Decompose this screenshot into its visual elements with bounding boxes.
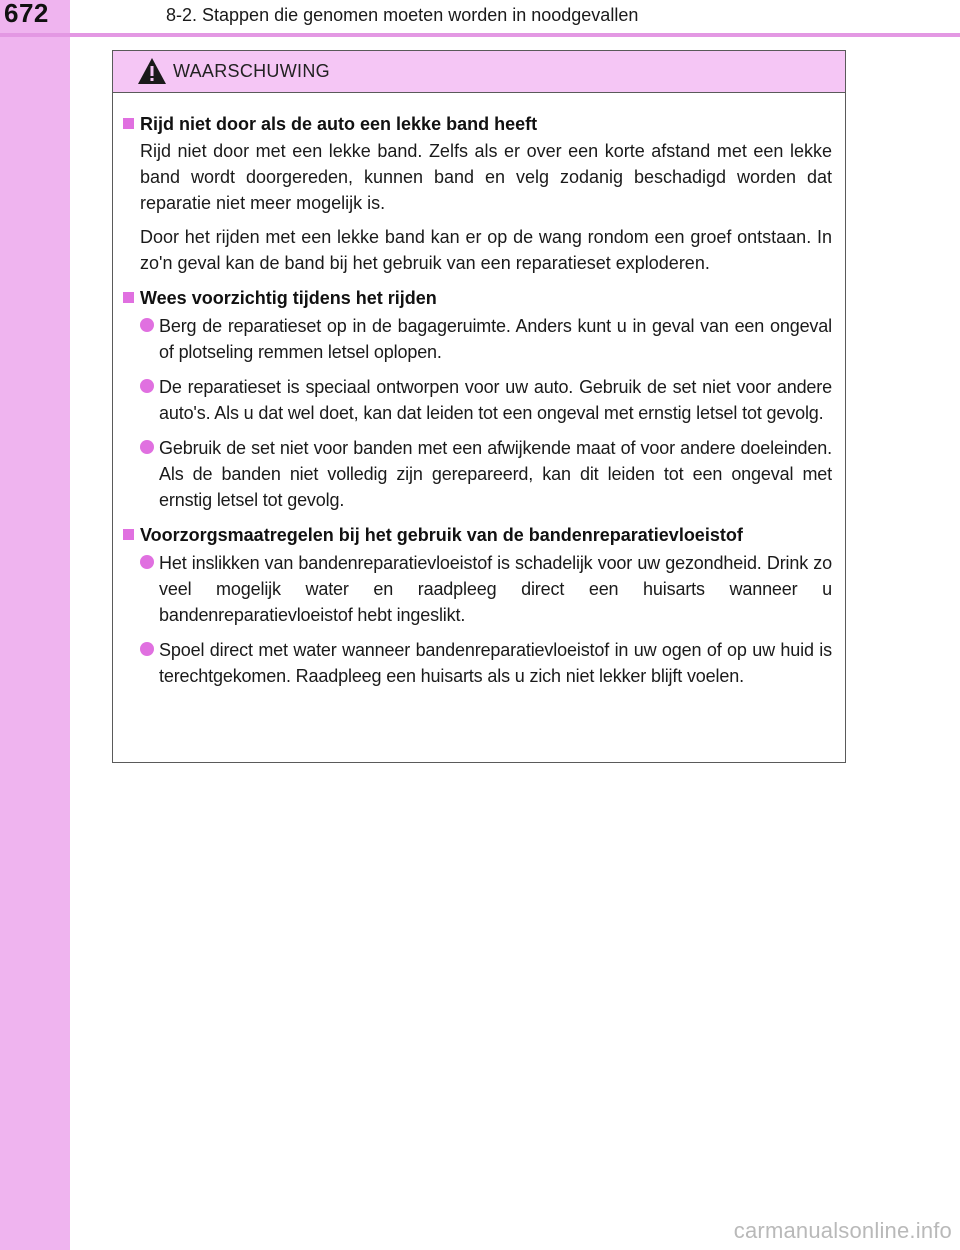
square-bullet-icon — [123, 118, 134, 129]
list-item-text: Het inslikken van bandenreparatievloeistof is schadelijk voor uw gezondheid. Drink zo veel mogelijk water en raadpleeg direct een huisarts wanneer u bandenreparatievloeistof hebt ingeslikt. — [159, 553, 832, 625]
list-item — [134, 637, 832, 689]
list-item — [134, 374, 832, 426]
section-lekke-band — [117, 111, 832, 276]
warning-header — [113, 51, 845, 93]
list-item-text: Spoel direct met water wanneer bandenreparatievloeistof in uw ogen of op uw huid is terechtgekomen. Raadpleeg een huisarts als u zich niet lekker blijft voelen. — [159, 640, 832, 686]
list-item-text: Berg de reparatieset op in de bagageruimte. Anders kunt u in geval van een ongeval of plotseling remmen letsel oplopen. — [159, 316, 832, 362]
square-bullet-icon — [123, 292, 134, 303]
paragraph: Rijd niet door met een lekke band. Zelfs als er over een korte afstand met een lekke band wordt doorgereden, kunnen band en velg zodanig beschadigd worden dat reparatie niet meer mogelijk is. — [140, 141, 832, 213]
section-voorzichtig-rijden — [117, 285, 832, 513]
warning-title: WAARSCHUWING — [173, 61, 330, 81]
warning-triangle-icon — [137, 57, 167, 85]
running-head: 8-2. Stappen die genomen moeten worden in noodgevallen — [166, 5, 639, 25]
header-rule — [0, 33, 960, 37]
circle-bullet-icon — [140, 318, 154, 332]
circle-bullet-icon — [140, 555, 154, 569]
circle-bullet-icon — [140, 642, 154, 656]
list-item-text: Gebruik de set niet voor banden met een afwijkende maat of voor andere doeleinden. Als de banden niet volledig zijn gerepareerd, kan dit leiden tot een ongeval met ernstig letsel tot gevolg. — [159, 438, 832, 510]
section-heading — [117, 285, 832, 311]
square-bullet-icon — [123, 529, 134, 540]
paragraph: Door het rijden met een lekke band kan er op de wang rondom een groef ontstaan. In zo'n geval kan de band bij het gebruik van een reparatieset exploderen. — [140, 227, 832, 273]
section-heading-text: Wees voorzichtig tijdens het rijden — [140, 288, 437, 308]
section-heading-text: Rijd niet door als de auto een lekke band heeft — [140, 114, 538, 134]
warning-body — [113, 93, 845, 689]
list-item — [134, 435, 832, 513]
section-reparatievloeistof — [117, 522, 832, 689]
list-item — [134, 550, 832, 628]
section-heading — [117, 522, 832, 548]
circle-bullet-icon — [140, 379, 154, 393]
page-number: 672 — [4, 0, 49, 28]
list-item — [134, 313, 832, 365]
watermark: carmanualsonline.info — [733, 1218, 952, 1243]
warning-box — [112, 50, 846, 763]
section-heading — [117, 111, 832, 137]
chapter-side-strip — [0, 0, 70, 1250]
section-heading-text: Voorzorgsmaatregelen bij het gebruik van de bandenreparatievloeistof — [140, 525, 743, 545]
circle-bullet-icon — [140, 440, 154, 454]
list-item-text: De reparatieset is speciaal ontworpen voor uw auto. Gebruik de set niet voor andere auto's. Als u dat wel doet, kan dat leiden tot een ongeval met ernstig letsel tot gevolg. — [159, 377, 832, 423]
